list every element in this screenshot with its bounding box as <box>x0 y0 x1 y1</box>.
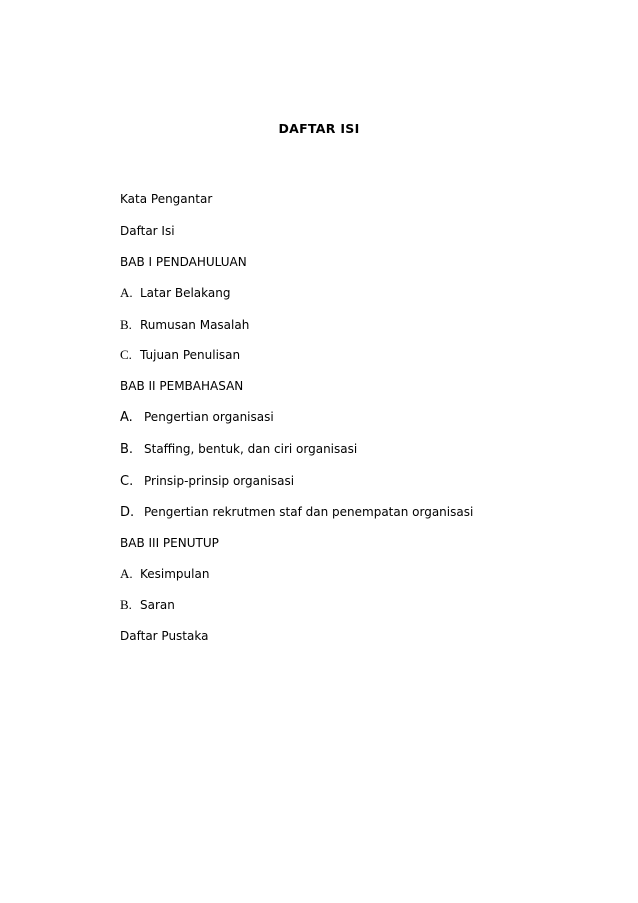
toc-entry-daftar-pustaka <box>120 628 208 644</box>
toc-entry-marker: A. <box>120 410 133 425</box>
toc-entry-text: Daftar Isi <box>120 224 175 238</box>
toc-entry-marker: A. <box>120 566 133 581</box>
toc-entry-daftar-isi <box>120 223 175 239</box>
toc-entry-marker: B. <box>120 597 132 612</box>
toc-entry-text: Pengertian organisasi <box>144 410 274 424</box>
toc-entry-staffing <box>120 441 357 458</box>
toc-entry-text: Kata Pengantar <box>120 192 213 206</box>
toc-entry-tujuan-penulisan <box>120 347 240 363</box>
page-title: DAFTAR ISI <box>278 121 360 136</box>
toc-entry-text: Daftar Pustaka <box>120 629 209 643</box>
toc-entry-marker: C. <box>120 347 132 362</box>
toc-entry-text: Staffing, bentuk, dan ciri organisasi <box>144 442 358 456</box>
toc-entry-bab-2 <box>120 378 243 394</box>
toc-entry-text: Pengertian rekrutmen staf dan penempatan organisasi <box>144 505 474 519</box>
toc-entry-text: Rumusan Masalah <box>140 318 250 332</box>
toc-entry-text: BAB II PEMBAHASAN <box>120 379 244 393</box>
toc-entry-marker: B. <box>120 442 134 457</box>
toc-entry-kata-pengantar <box>120 191 212 207</box>
toc-entry-text: Tujuan Penulisan <box>140 348 241 362</box>
toc-entry-text: BAB III PENUTUP <box>120 536 219 550</box>
toc-entry-marker: B. <box>120 317 132 332</box>
toc-entry-bab-3 <box>120 535 219 551</box>
toc-entry-text: Prinsip-prinsip organisasi <box>144 474 295 488</box>
toc-entry-prinsip-organisasi <box>120 473 294 490</box>
toc-entry-text: Saran <box>140 598 175 612</box>
toc-entry-pengertian-organisasi <box>120 409 274 426</box>
toc-entry-bab-1 <box>120 254 247 270</box>
toc-entry-text: Latar Belakang <box>140 286 231 300</box>
toc-entry-kesimpulan <box>120 566 209 582</box>
toc-entry-marker: A. <box>120 285 133 300</box>
toc-entry-saran <box>120 597 175 613</box>
toc-entry-latar-belakang <box>120 285 230 301</box>
toc-entry-marker: D. <box>120 505 135 520</box>
toc-entry-rumusan-masalah <box>120 317 249 333</box>
toc-entry-text: BAB I PENDAHULUAN <box>120 255 247 269</box>
toc-entry-marker: C. <box>120 474 134 489</box>
toc-entry-text: Kesimpulan <box>140 567 210 581</box>
toc-entry-rekrutmen-staf <box>120 504 473 521</box>
